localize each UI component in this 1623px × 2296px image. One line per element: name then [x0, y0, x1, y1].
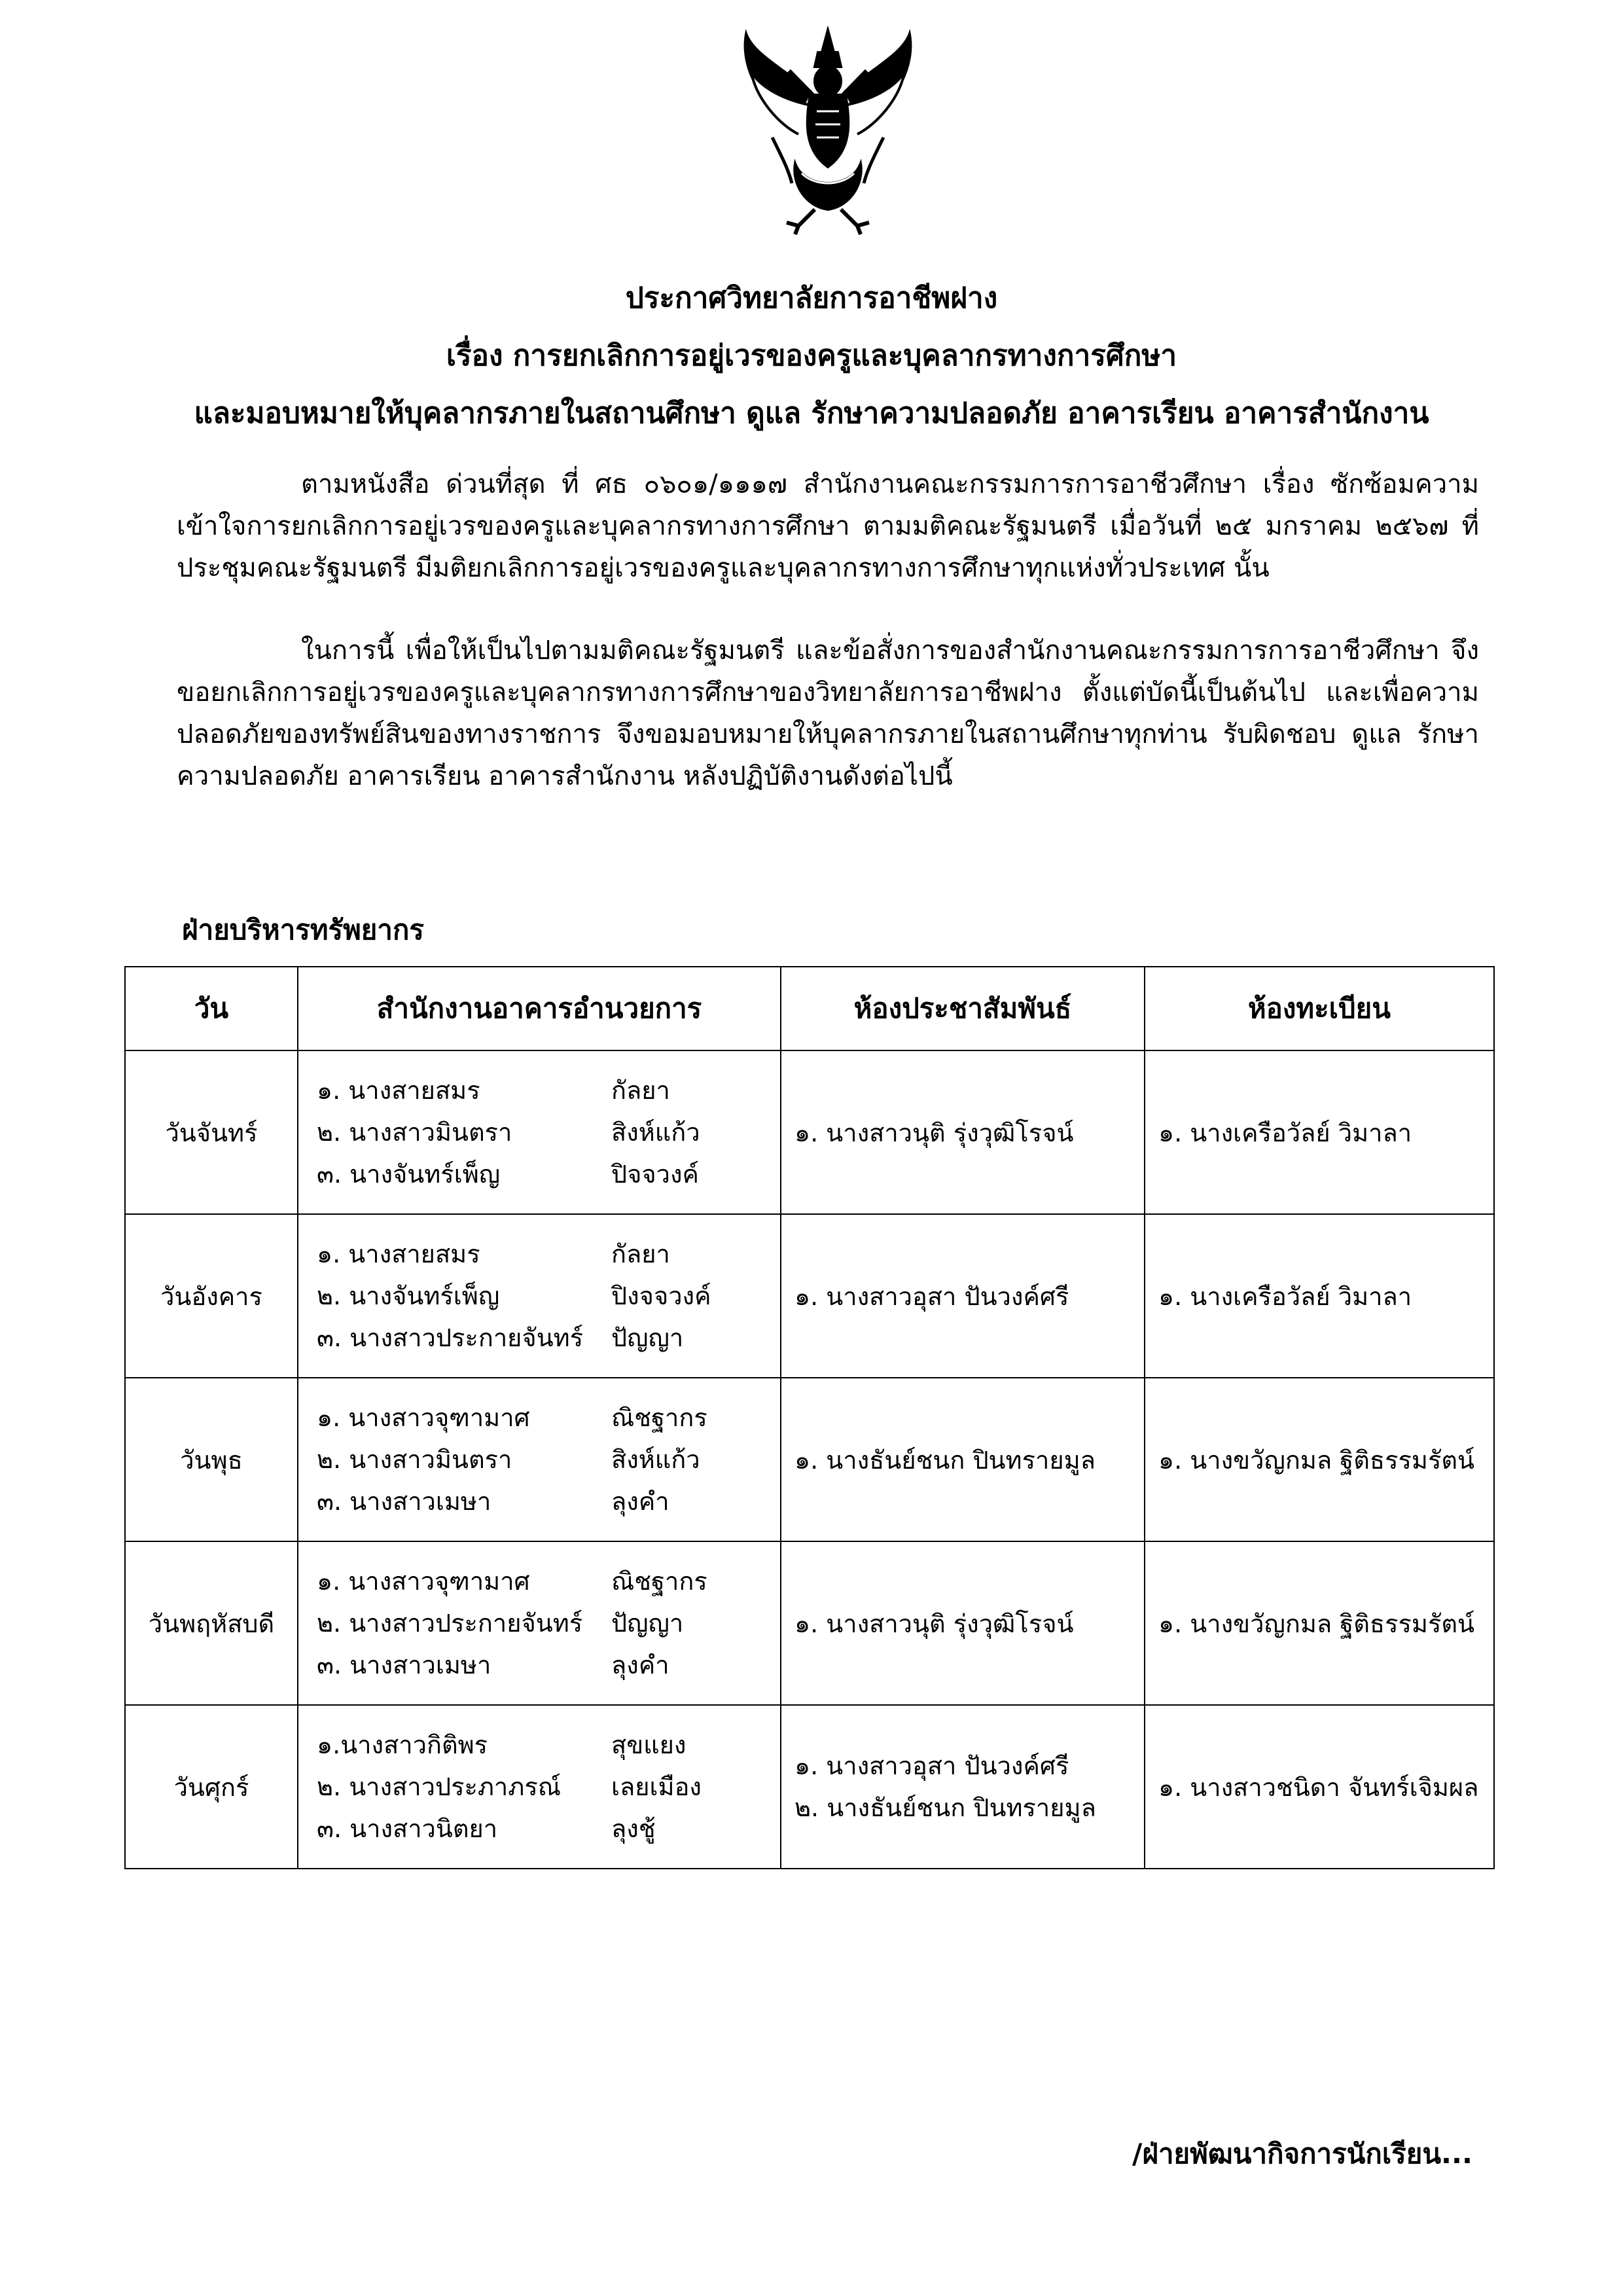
- staff-name: [317, 1275, 780, 1317]
- admin-staff-cell: [298, 1050, 781, 1214]
- staff-name: [317, 1602, 780, 1644]
- table-row: [125, 1050, 1494, 1214]
- admin-staff-cell: [298, 1541, 781, 1705]
- staff-name: ๑. นางสาวอุสา ปันวงค์ศรี: [794, 1282, 1069, 1311]
- staff-last-name: ปิจจวงค์: [611, 1160, 699, 1189]
- registrar-staff-cell: [1145, 1541, 1494, 1705]
- staff-name: [317, 1317, 780, 1359]
- staff-last-name: ลุงคำ: [611, 1651, 669, 1679]
- staff-last-name: เลยเมือง: [611, 1772, 702, 1801]
- staff-last-name: ลุงชู้: [611, 1814, 656, 1843]
- staff-last-name: ณิชฐากร: [611, 1403, 707, 1432]
- day-cell: วันศุกร์: [125, 1705, 298, 1869]
- announcement-subject-continued: และมอบหมายให้บุคลากรภายในสถานศึกษา ดูแล รักษาความปลอดภัย อาคารเรียน อาคารสำนักงาน: [194, 397, 1429, 430]
- staff-last-name: ลุงคำ: [611, 1487, 669, 1516]
- pr-staff-cell: [781, 1050, 1145, 1214]
- staff-last-name: สิงห์แก้ว: [611, 1118, 700, 1147]
- staff-name: ๑. นางสาวชนิดา จันทร์เจิมผล: [1158, 1772, 1479, 1802]
- staff-name: [317, 1724, 780, 1766]
- staff-first-name: ๑. นางสาวจุฑามาศ: [317, 1403, 530, 1432]
- staff-last-name: สิงห์แก้ว: [611, 1445, 700, 1474]
- staff-first-name: ๒. นางสาวประกายจันทร์: [317, 1609, 583, 1638]
- staff-first-name: ๑. นางสายสมร: [317, 1240, 480, 1268]
- staff-first-name: ๒. นางสาวประภาภรณ์: [317, 1772, 561, 1801]
- admin-staff-cell: [298, 1214, 781, 1378]
- staff-first-name: ๓. นางสาวเมษา: [317, 1487, 491, 1516]
- pr-staff-cell: [781, 1541, 1145, 1705]
- duty-roster-table: [124, 966, 1495, 1869]
- staff-name: ๑. นางสาวนุติ รุ่งวุฒิโรจน์: [794, 1609, 1074, 1638]
- staff-name: [317, 1808, 780, 1850]
- staff-last-name: ปิงจจวงค์: [611, 1282, 711, 1310]
- staff-name: [317, 1153, 780, 1195]
- pr-staff-cell: [781, 1705, 1145, 1869]
- staff-name: ๑. นางขวัญกมล ฐิติธรรมรัตน์: [1158, 1445, 1475, 1475]
- staff-first-name: ๒. นางจันทร์เพ็ญ: [317, 1282, 500, 1310]
- staff-last-name: สุขแยง: [611, 1731, 687, 1759]
- staff-first-name: ๓. นางสาวประกายจันทร์: [317, 1323, 584, 1352]
- staff-first-name: ๑. นางสายสมร: [317, 1076, 480, 1105]
- staff-last-name: ปัญญา: [611, 1323, 684, 1352]
- staff-name: ๑. นางเครือวัลย์ วิมาลา: [1158, 1282, 1412, 1311]
- table-header-row: [125, 967, 1494, 1050]
- staff-name: [317, 1480, 780, 1522]
- registrar-staff-cell: [1145, 1705, 1494, 1869]
- announcement-subject: เรื่อง การยกเลิกการอยู่เวรของครูและบุคลากรทางการศึกษา: [446, 339, 1177, 372]
- staff-name: [317, 1397, 780, 1439]
- announcement-title: ประกาศวิทยาลัยการอาชีพฝาง: [625, 281, 998, 315]
- staff-name: ๑. นางธันย์ชนก ปินทรายมูล: [794, 1445, 1096, 1475]
- column-header-admin-building: สำนักงานอาคารอำนวยการ: [298, 967, 781, 1050]
- staff-name: [317, 1069, 780, 1111]
- staff-first-name: ๒. นางสาวมินตรา: [317, 1445, 512, 1474]
- staff-name: [317, 1560, 780, 1602]
- staff-name: ๑. นางสาวอุสา ปันวงค์ศรี: [794, 1751, 1069, 1780]
- table-row: [125, 1705, 1494, 1869]
- column-header-registrar-room: ห้องทะเบียน: [1145, 967, 1494, 1050]
- day-cell: วันพฤหัสบดี: [125, 1541, 298, 1705]
- page-continuation-note: /ฝ่ายพัฒนากิจการนักเรียน...: [1132, 2138, 1472, 2170]
- staff-last-name: ปัญญา: [611, 1609, 684, 1638]
- registrar-staff-cell: [1145, 1214, 1494, 1378]
- day-cell: วันอังคาร: [125, 1214, 298, 1378]
- staff-name: [317, 1233, 780, 1275]
- staff-name: [317, 1111, 780, 1153]
- staff-last-name: ณิชฐากร: [611, 1567, 707, 1596]
- admin-staff-cell: [298, 1378, 781, 1541]
- table-row: [125, 1378, 1494, 1541]
- staff-first-name: ๑. นางสาวจุฑามาศ: [317, 1567, 530, 1596]
- body-paragraph-2: [177, 630, 1479, 797]
- staff-last-name: กัลยา: [611, 1076, 670, 1105]
- garuda-emblem-icon: [733, 26, 923, 236]
- admin-staff-cell: [298, 1705, 781, 1869]
- column-header-day: วัน: [125, 967, 298, 1050]
- staff-name: ๑. นางเครือวัลย์ วิมาลา: [1158, 1118, 1412, 1147]
- staff-name: ๒. นางธันย์ชนก ปินทรายมูล: [794, 1793, 1096, 1822]
- day-cell: วันจันทร์: [125, 1050, 298, 1214]
- staff-name: ๑. นางขวัญกมล ฐิติธรรมรัตน์: [1158, 1609, 1475, 1638]
- section-heading: ฝ่ายบริหารทรัพยากร: [182, 914, 424, 946]
- staff-name: ๑. นางสาวนุติ รุ่งวุฒิโรจน์: [794, 1118, 1074, 1147]
- staff-first-name: ๓. นางสาวนิตยา: [317, 1814, 498, 1843]
- body-paragraph-1: [177, 463, 1479, 589]
- staff-first-name: ๒. นางสาวมินตรา: [317, 1118, 512, 1147]
- staff-last-name: กัลยา: [611, 1240, 670, 1268]
- table-row: [125, 1541, 1494, 1705]
- pr-staff-cell: [781, 1378, 1145, 1541]
- staff-name: [317, 1766, 780, 1808]
- staff-first-name: ๓. นางสาวเมษา: [317, 1651, 491, 1679]
- staff-first-name: ๓. นางจันทร์เพ็ญ: [317, 1160, 501, 1189]
- paragraph-1-text: ตามหนังสือ ด่วนที่สุด ที่ ศธ ๐๖๐๑/๑๑๑๗ สำนักงานคณะกรรมการการอาชีวศึกษา เรื่อง ซักซ้อมความเข้าใจการยกเลิกการอยู่เวรของครูและบุคลากรทางการศึกษา ตามมติคณะรัฐมนตรี เมื่อวันที่ ๒๕ มกราคม ๒๕๖๗ ที่ประชุมคณะรัฐมนตรี มีมติยกเลิกการอยู่เวรของครูและบุคลากรทางการศึกษาทุกแห่งทั่วประเทศ นั้น: [177, 469, 1479, 583]
- registrar-staff-cell: [1145, 1050, 1494, 1214]
- registrar-staff-cell: [1145, 1378, 1494, 1541]
- paragraph-2-text: ในการนี้ เพื่อให้เป็นไปตามมติคณะรัฐมนตรี และข้อสั่งการของสำนักงานคณะกรรมการการอาชีวศึกษา จึงขอยกเลิกการอยู่เวรของครูและบุคลากรทางการศึกษาของวิทยาลัยการอาชีพฝาง ตั้งแต่บัดนี้เป็นต้นไป และเพื่อความปลอดภัยของทรัพย์สินของทางราชการ จึงขอมอบหมายให้บุคลากรภายในสถานศึกษาทุกท่าน รับผิดชอบ ดูแล รักษาความปลอดภัย อาคารเรียน อาคารสำนักงาน หลังปฏิบัติงานดังต่อไปนี้: [177, 636, 1479, 791]
- pr-staff-cell: [781, 1214, 1145, 1378]
- column-header-pr-room: ห้องประชาสัมพันธ์: [781, 967, 1145, 1050]
- table-row: [125, 1214, 1494, 1378]
- staff-first-name: ๑.นางสาวกิติพร: [317, 1731, 488, 1759]
- day-cell: วันพุธ: [125, 1378, 298, 1541]
- staff-name: [317, 1439, 780, 1480]
- staff-name: [317, 1644, 780, 1686]
